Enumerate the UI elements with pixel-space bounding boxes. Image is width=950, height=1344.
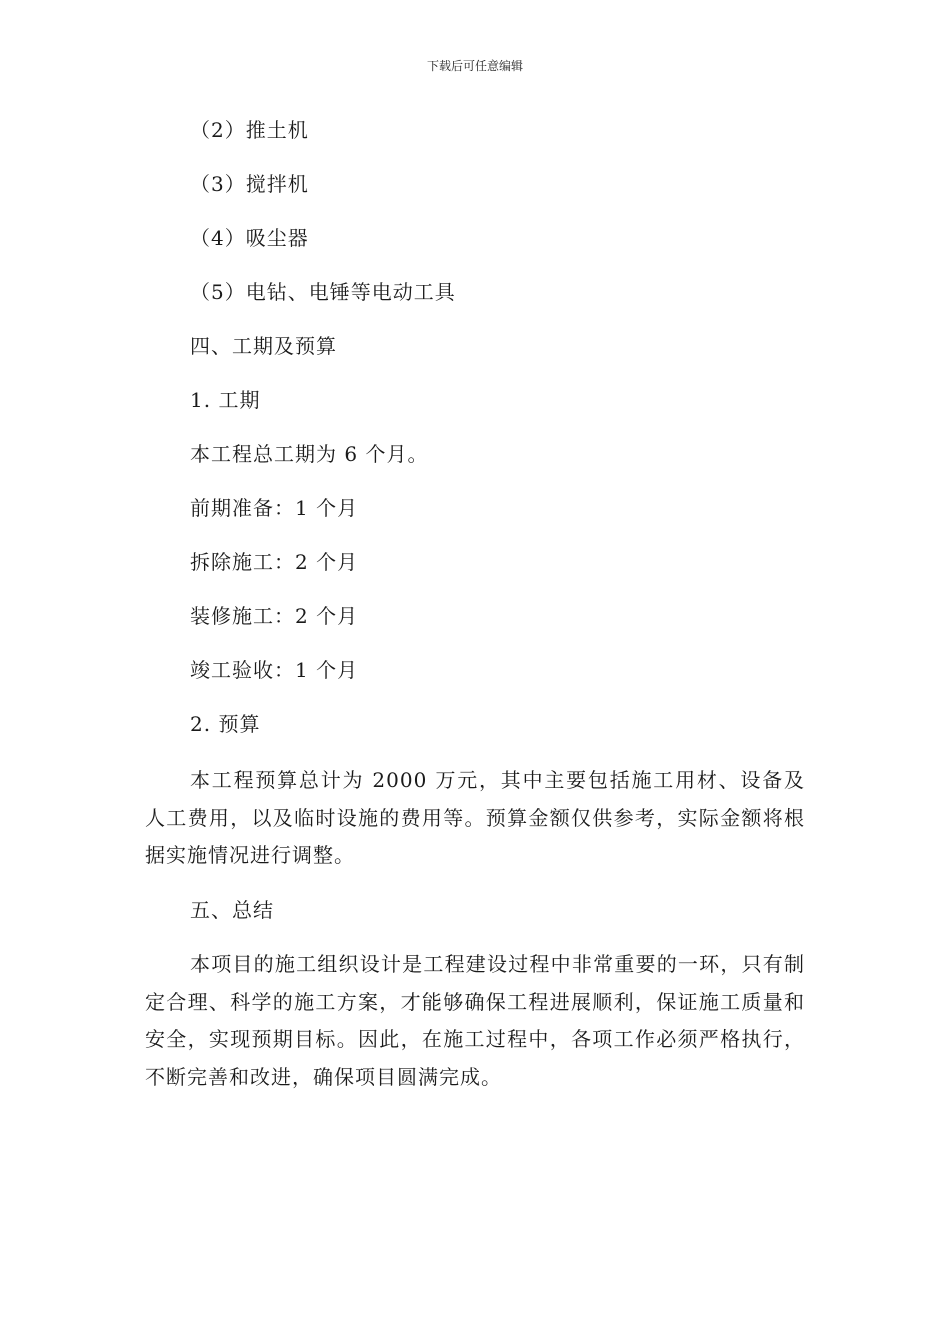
schedule-phase-demolition: 拆除施工：2 个月: [190, 550, 359, 574]
schedule-heading: 1. 工期: [190, 388, 261, 412]
budget-heading: 2. 预算: [190, 712, 261, 736]
summary-paragraph: 本项目的施工组织设计是工程建设过程中非常重要的一环，只有制定合理、科学的施工方案，才能够确保工程进展顺利，保证施工质量和安全，实现预期目标。因此，在施工过程中，各项工作必须严格执行，不断完善和改进，确保项目圆满完成。: [145, 952, 805, 1089]
equipment-item-power-tools: （5）电钻、电锤等电动工具: [190, 280, 456, 304]
equipment-item-vacuum: （4）吸尘器: [190, 226, 309, 250]
equipment-item-bulldozer: （2）推土机: [190, 118, 309, 142]
section-5-heading: 五、总结: [190, 898, 274, 922]
schedule-phase-renovation: 装修施工：2 个月: [190, 604, 359, 628]
equipment-item-mixer: （3）搅拌机: [190, 172, 309, 196]
schedule-total: 本工程总工期为 6 个月。: [190, 442, 429, 466]
schedule-phase-preparation: 前期准备：1 个月: [190, 496, 359, 520]
page-header: 下载后可任意编辑: [426, 59, 523, 73]
budget-paragraph: 本工程预算总计为 2000 万元，其中主要包括施工用材、设备及人工费用，以及临时设施的费用等。预算金额仅供参考，实际金额将根据实施情况进行调整。: [145, 768, 805, 867]
schedule-phase-acceptance: 竣工验收：1 个月: [190, 658, 359, 682]
section-4-heading: 四、工期及预算: [190, 334, 337, 358]
